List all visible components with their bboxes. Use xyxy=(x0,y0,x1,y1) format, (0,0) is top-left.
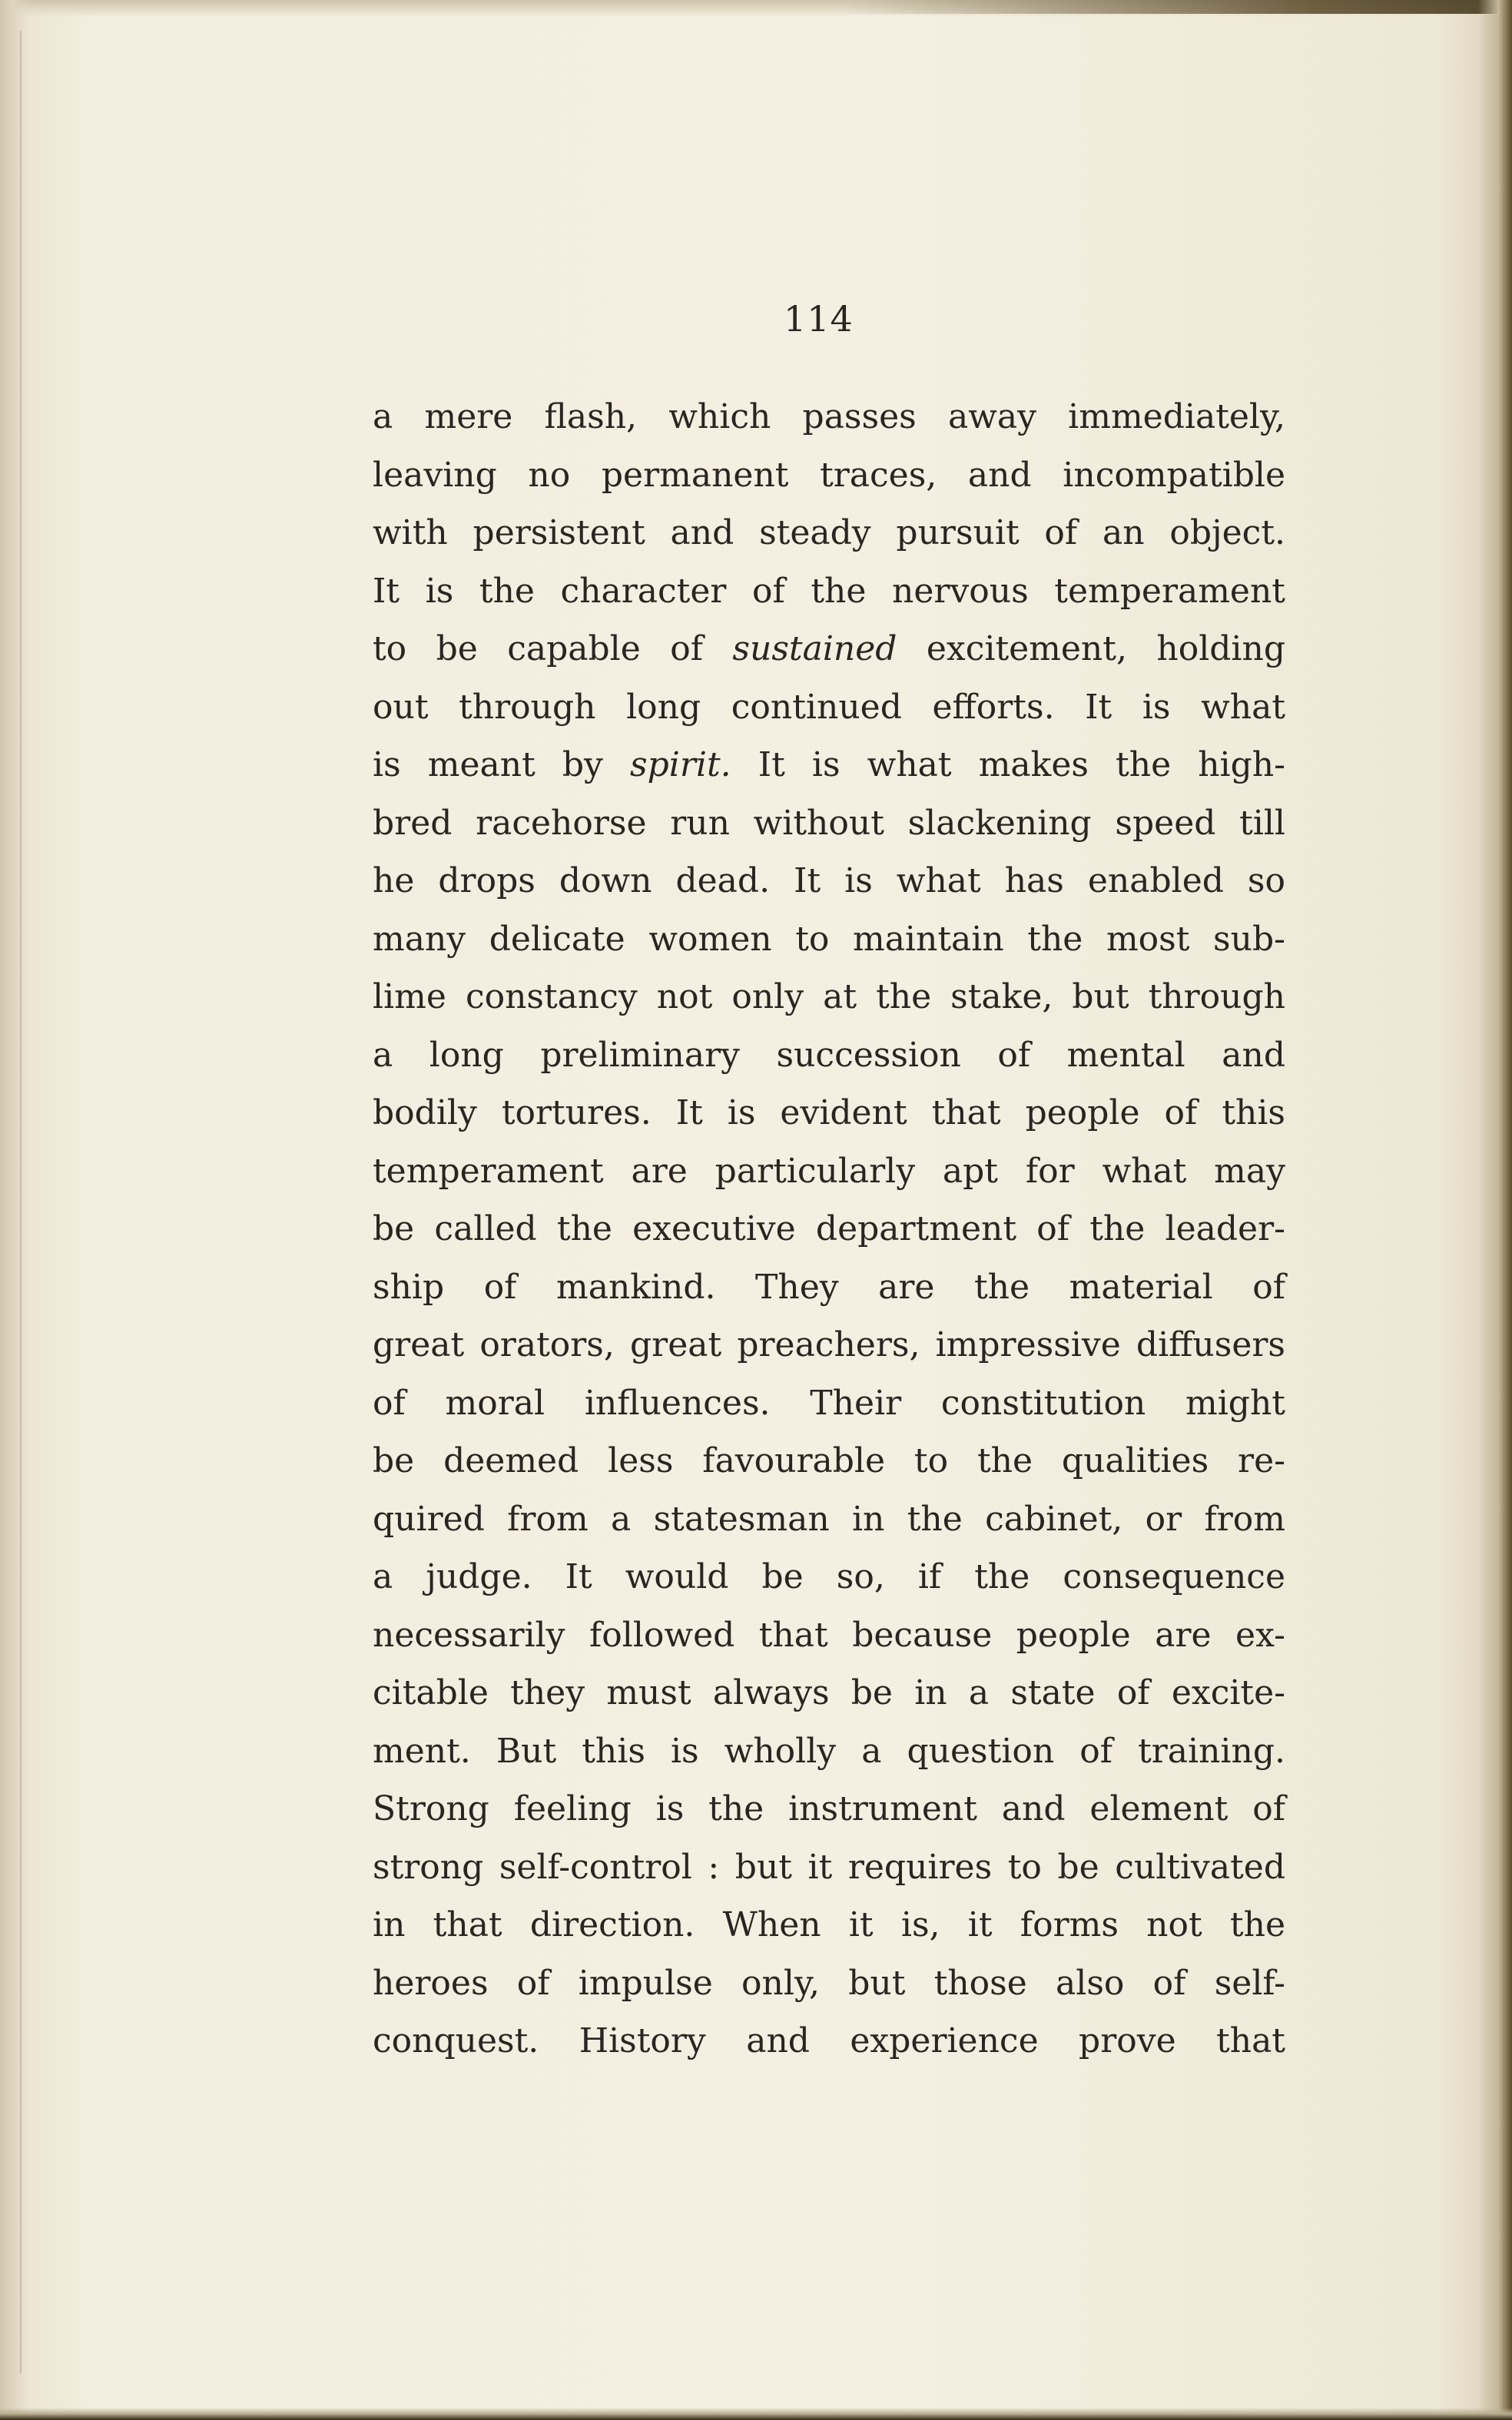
text-line: of moral influences. Their constitution might xyxy=(373,1383,1285,1423)
text-line: a judge. It would be so, if the consequence xyxy=(373,1557,1285,1596)
text-line: out through long continued efforts. It is what xyxy=(373,687,1285,727)
text-line: necessarily followed that because people are ex- xyxy=(373,1615,1285,1655)
text-line: be deemed less favourable to the qualities re- xyxy=(373,1441,1285,1480)
text-line: great orators, great preachers, impressive diffusers xyxy=(373,1325,1285,1364)
text-line: he drops down dead. It is what has enabled so xyxy=(373,861,1285,900)
page-top-shadow xyxy=(845,0,1512,14)
text-line: be called the executive department of the leader- xyxy=(373,1209,1285,1248)
text-line: bred racehorse run without slackening speed till xyxy=(373,803,1285,843)
text-line: lime constancy not only at the stake, but through xyxy=(373,977,1285,1016)
page-left-edge xyxy=(0,0,29,2420)
page-left-fold-line xyxy=(20,31,22,2374)
italic-emphasis: spirit. xyxy=(630,745,731,784)
text-line: bodily tortures. It is evident that people of this xyxy=(373,1093,1285,1132)
text-line: temperament are particularly apt for what may xyxy=(373,1151,1285,1191)
text-line: conquest. History and experience prove that xyxy=(373,2021,1285,2060)
text-line: in that direction. When it is, it forms not the xyxy=(373,1905,1285,1944)
text-line: many delicate women to maintain the most sub- xyxy=(373,919,1285,959)
text-line: heroes of impulse only, but those also of self- xyxy=(373,1963,1285,2003)
text-line: quired from a statesman in the cabinet, or from xyxy=(373,1499,1285,1539)
text-line: ship of mankind. They are the material of xyxy=(373,1267,1285,1307)
text-line: citable they must always be in a state of excite- xyxy=(373,1673,1285,1712)
text-line: a mere flash, which passes away immediately, xyxy=(373,397,1285,436)
text-line: strong self-control : but it requires to be cultivated xyxy=(373,1847,1285,1887)
italic-emphasis: sustained xyxy=(732,629,897,668)
text-line: It is the character of the nervous temperament xyxy=(373,571,1285,611)
text-line: a long preliminary succession of mental and xyxy=(373,1035,1285,1075)
text-line: is meant by spirit. It is what makes the high- xyxy=(373,745,1285,784)
text-line: to be capable of sustained excitement, holding xyxy=(373,629,1286,668)
text-line: Strong feeling is the instrument and element of xyxy=(373,1789,1285,1828)
text-line: with persistent and steady pursuit of an object. xyxy=(373,513,1285,552)
page-number: 114 xyxy=(784,298,854,340)
page-bottom-edge xyxy=(0,2408,1512,2420)
page-right-edge xyxy=(1478,0,1512,2420)
body-text xyxy=(373,388,1285,2070)
text-line: leaving no permanent traces, and incompatible xyxy=(373,455,1285,495)
text-line: ment. But this is wholly a question of training. xyxy=(373,1731,1285,1771)
